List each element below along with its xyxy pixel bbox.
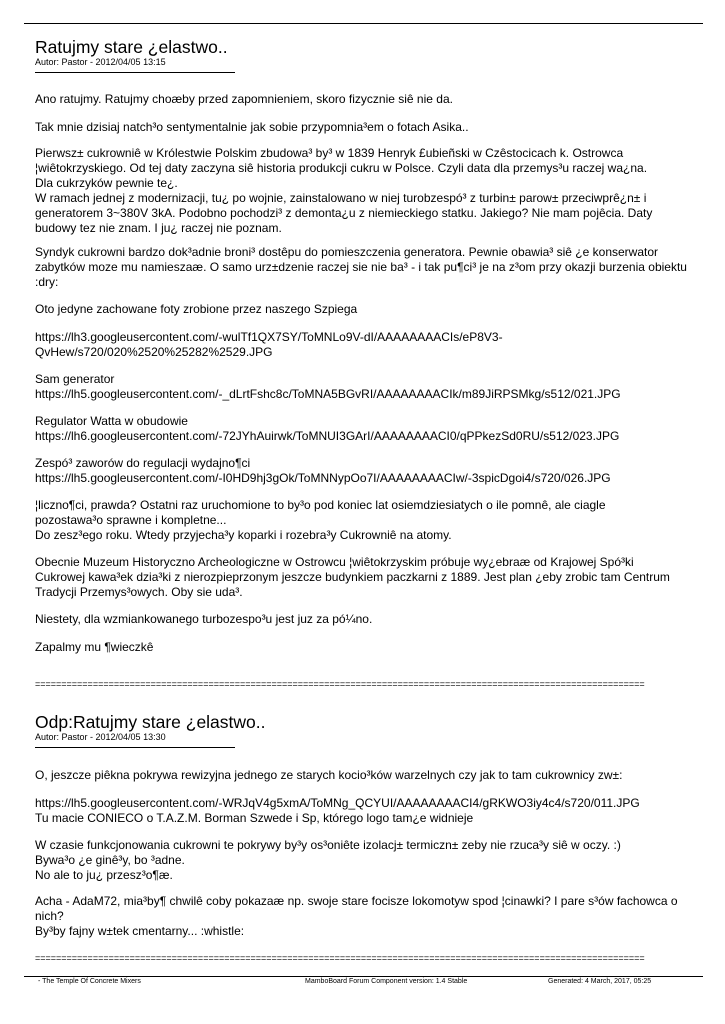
image-link[interactable]: Regulator Watta w obudowie https://lh6.googleusercontent.com/-72JYhAuirwk/ToMNUI3GArI/AAAAAAAACI0/qPPkezSd0RU/s512/023.JPG [35,414,620,443]
image-link[interactable]: https://lh5.googleusercontent.com/-WRJqV4g5xmA/ToMNg_QCYUI/AAAAAAAACI4/gRKWO3iy4c4/s720/011.JPG Tu macie CONIECO o T.A.Z.M. Borman Szwede i Sp, którego logo tam¿e widnieje [35,796,640,825]
post-1 [35,37,695,73]
post-1-paragraph: Niestety, dla wzmiankowanego turbozespo³u jest juz za pó¼no. [35,612,373,626]
post-1-paragraph: Pierwsz± cukrowniê w Królestwie Polskim zbudowa³ by³ w 1839 Henryk £ubieñski w Czêstocicach k. Ostrowca ¦wiêtokrzyskiego. Od tej daty zaczyna siê historia produkcji cukru w Polsce. Czyli data dla przemys³u raczej wa¿na. Dla cukrzyków pewnie te¿. W ramach jednej z modernizacji, tu¿ po wojnie, zainstalowano w niej turobzespó³ z turbin± parow± przeciwprê¿n± i generatorem 3~380V 3kA. Podobno pochodzi³ z demonta¿u z niemieckiego statku. Jakiego? Nie mam pojêcia. Daty budowy tez nie znam. I ju¿ raczej nie poznam. [35,146,653,235]
post-separator: ==================================================================================================================== [35,679,645,689]
post-title: Ratujmy stare ¿elastwo.. [35,37,228,57]
post-1-paragraph: Oto jedyne zachowane foty zrobione przez naszego Szpiega [35,302,358,316]
meta-divider [35,72,235,73]
meta-divider [35,747,235,748]
image-link[interactable]: https://lh3.googleusercontent.com/-wulTf1QX7SY/ToMNLo9V-dI/AAAAAAAACIs/eP8V3- QvHew/s720/020%2520%25282%2529.JPG [35,330,503,359]
post-meta: Autor: Pastor - 2012/04/05 13:15 [35,57,166,67]
post-1-paragraph: Ano ratujmy. Ratujmy choæby przed zapomnieniem, skoro fizycznie siê nie da. [35,92,453,106]
image-link[interactable]: Zespó³ zaworów do regulacji wydajno¶ci https://lh5.googleusercontent.com/-I0HD9hj3gOk/ToMNNypOo7I/AAAAAAAACIw/-3spicDgoi4/s720/026.JPG [35,456,611,485]
post-1-paragraph: Tak mnie dzisiaj natch³o sentymentalnie jak sobie przypomnia³em o fotach Asika.. [35,120,469,134]
post-1-paragraph: Obecnie Muzeum Historyczno Archeologiczne w Ostrowcu ¦wiêtokrzyskim próbuje wy¿ebraæ od Krajowej Spó³ki Cukrowej kawa³ek dzia³ki z nierozpieprzonym jeszcze budynkiem paczkarni z 1889. Jest plan ¿eby zrobic tam Centrum Tradycji Przemys³owych. Oby sie uda³. [35,555,670,599]
post-1-paragraph: Syndyk cukrowni bardzo dok³adnie broni³ dostêpu do pomieszczenia generatora. Pewnie obawia³ siê ¿e konserwator zabytków moze mu namieszaæ. O samo urz±dzenie raczej sie nie ba³ - i tak pu¶ci³ je na z³om przy okazji burzenia obiektu :dry: [35,245,687,289]
post-2 [35,712,695,748]
image-link[interactable]: Sam generator https://lh5.googleusercontent.com/-_dLrtFshc8c/ToMNA5BGvRI/AAAAAAAACIk/m89JiRPSMkg/s512/021.JPG [35,372,621,401]
footer-site-name: - The Temple Of Concrete Mixers [38,978,141,985]
post-2-paragraph: Acha - AdaM72, mia³by¶ chwilê coby pokazaæ np. swoje stare focisze lokomotyw spod ¦cinawki? I pare s³ów fachowca o nich? By³by fajny w±tek cmentarny... :whistle: [35,894,678,938]
footer-rule [24,976,703,977]
post-separator: ==================================================================================================================== [35,953,645,963]
post-1-paragraph: Zapalmy mu ¶wieczkê [35,640,154,654]
post-2-paragraph: W czasie funkcjonowania cukrowni te pokrywy by³y os³oniête izolacj± termiczn± zeby nie rzuca³y siê w oczy. :) Bywa³o ¿e ginê³y, bo ³adne. No ale to ju¿ przesz³o¶æ. [35,838,621,882]
post-1-paragraph: ¦liczno¶ci, prawda? Ostatni raz uruchomione to by³o pod koniec lat osiemdziesiatych o ile pomnê, ale ciagle pozostawa³o sprawne i kompletne... Do zesz³ego roku. Wtedy przyjecha³y koparki i rozebra³y Cukrowniê na atomy. [35,498,606,542]
post-title: Odp:Ratujmy stare ¿elastwo.. [35,712,266,732]
post-meta: Autor: Pastor - 2012/04/05 13:30 [35,732,166,742]
top-rule [24,23,703,24]
post-2-paragraph: O, jeszcze piêkna pokrywa rewizyjna jednego ze starych kocio³ków warzelnych czy jak to tam cukrownicy zw±: [35,768,623,782]
footer-generated-date: Generated: 4 March, 2017, 05:25 [548,978,652,985]
footer-component-version: MamboBoard Forum Component version: 1.4 Stable [305,978,468,985]
